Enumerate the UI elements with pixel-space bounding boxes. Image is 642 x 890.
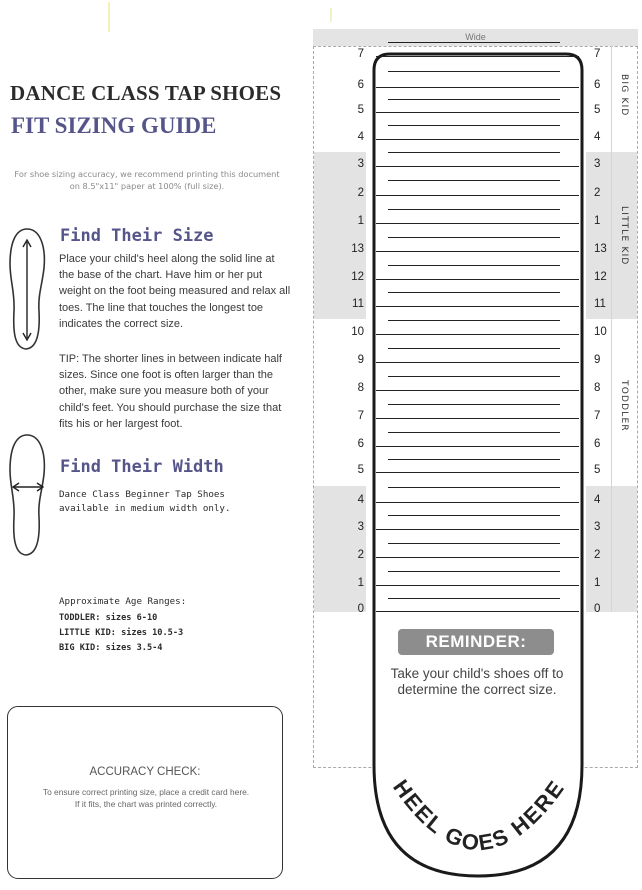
size-line	[376, 306, 579, 307]
size-number-right: 7	[594, 410, 601, 422]
foot-width-icon	[4, 432, 50, 558]
size-number-right: 2	[594, 187, 601, 199]
reminder-badge: REMINDER:	[398, 629, 554, 655]
size-number-right: 5	[594, 104, 601, 116]
size-line	[376, 362, 579, 363]
size-number-left: 12	[351, 271, 364, 283]
shoe-outline	[358, 40, 598, 890]
half-size-line	[388, 99, 560, 100]
find-width-heading: Find Their Width	[60, 457, 224, 477]
size-line	[376, 585, 579, 586]
size-line	[376, 251, 579, 252]
size-number-right: 3	[594, 521, 601, 533]
size-number-left: 5	[357, 464, 364, 476]
half-size-line	[388, 71, 560, 72]
size-number-right: 10	[594, 326, 607, 338]
size-line	[376, 390, 579, 391]
size-line	[376, 529, 579, 530]
age-range-big-kid: BIG KID: sizes 3.5-4	[59, 643, 163, 653]
top-mark	[330, 8, 332, 22]
half-size-line	[388, 543, 560, 544]
size-number-right: 6	[594, 438, 601, 450]
size-number-right: 9	[594, 354, 601, 366]
size-line	[376, 446, 579, 447]
size-line	[376, 139, 579, 140]
size-number-left: 4	[357, 494, 364, 506]
size-number-right: 7	[594, 48, 601, 60]
half-size-line	[388, 265, 560, 266]
size-line	[376, 166, 579, 167]
age-range-toddler: TODDLER: sizes 6-10	[59, 613, 158, 623]
size-line	[376, 418, 579, 419]
size-line	[376, 334, 579, 335]
size-number-left: 13	[351, 243, 364, 255]
half-size-line	[388, 487, 560, 488]
page-title: DANCE CLASS TAP SHOES	[10, 81, 282, 105]
half-size-line	[388, 125, 560, 126]
size-number-right: 13	[594, 243, 607, 255]
size-line	[376, 87, 579, 88]
size-line	[376, 502, 579, 503]
size-number-right: 1	[594, 577, 601, 589]
size-tip-text: TIP: The shorter lines in between indicate half sizes. Since one foot is often larger than the other, make sure you measure both of your child's feet. You should purchase the size that fits his or her largest foot.	[59, 353, 282, 430]
size-number-left: 7	[357, 48, 364, 60]
half-size-line	[388, 598, 560, 599]
size-line	[376, 223, 579, 224]
group-label-big-kid: BIG KID	[619, 74, 629, 117]
size-number-left: 3	[357, 521, 364, 533]
find-size-text: Place your child's heel along the solid line at the base of the chart. Have him or her put weight on the foot being measured and relax all toes. The line that touches the longest toe indicates the correct size.	[59, 253, 291, 330]
find-width-text: Dance Class Beginner Tap Shoes available in medium width only.	[59, 489, 231, 514]
size-number-right: 5	[594, 464, 601, 476]
half-size-line	[388, 376, 560, 377]
age-range-little-kid: LITTLE KID: sizes 10.5-3	[59, 628, 184, 638]
size-number-right: 2	[594, 549, 601, 561]
size-number-left: 8	[357, 382, 364, 394]
size-number-right: 4	[594, 131, 601, 143]
reminder-text: Take your child's shoes off to determine the correct size.	[390, 666, 564, 697]
size-number-left: 7	[357, 410, 364, 422]
size-number-left: 10	[351, 326, 364, 338]
size-number-left: 6	[357, 438, 364, 450]
half-size-line	[388, 404, 560, 405]
half-size-line	[388, 515, 560, 516]
heel-text: HEEL GOES HERE	[388, 774, 570, 856]
size-line	[376, 472, 579, 473]
size-line	[376, 195, 579, 196]
size-number-right: 8	[594, 382, 601, 394]
size-number-right: 4	[594, 494, 601, 506]
width-label: Wide	[313, 29, 638, 46]
half-size-line	[388, 432, 560, 433]
size-number-left: 11	[352, 298, 364, 310]
size-number-left: 4	[357, 131, 364, 143]
half-size-line	[388, 152, 560, 153]
size-number-left: 2	[357, 187, 364, 199]
find-size-heading: Find Their Size	[60, 226, 214, 246]
size-number-right: 3	[594, 158, 601, 170]
top-mark	[108, 2, 110, 32]
half-size-line	[388, 292, 560, 293]
half-size-line	[388, 237, 560, 238]
size-number-right: 0	[594, 603, 601, 615]
group-label-toddler: TODDLER	[619, 380, 629, 432]
size-number-left: 2	[357, 549, 364, 561]
size-number-right: 6	[594, 79, 601, 91]
group-label-little-kid: LITTLE KID	[619, 206, 629, 266]
accuracy-text: To ensure correct printing size, place a credit card here. If it fits, the chart was printed correctly.	[42, 787, 250, 809]
size-number-left: 3	[357, 158, 364, 170]
half-size-line	[388, 459, 560, 460]
size-number-left: 1	[357, 215, 364, 227]
size-number-left: 5	[357, 104, 364, 116]
half-size-line	[388, 320, 560, 321]
accuracy-title: ACCURACY CHECK:	[89, 766, 201, 778]
size-number-right: 11	[594, 298, 606, 310]
size-number-left: 1	[357, 577, 364, 589]
size-number-left: 0	[357, 603, 364, 615]
print-note: For shoe sizing accuracy, we recommend printing this document on 8.5"x11" paper at 100% (full size).	[14, 169, 280, 191]
half-size-line	[388, 180, 560, 181]
half-size-line	[388, 42, 560, 43]
size-line	[376, 56, 579, 57]
size-number-right: 1	[594, 215, 601, 227]
size-line	[376, 611, 579, 612]
size-line	[376, 279, 579, 280]
size-number-left: 9	[357, 354, 364, 366]
size-line	[376, 557, 579, 558]
age-ranges-title: Approximate Age Ranges:	[59, 596, 187, 607]
size-number-left: 6	[357, 79, 364, 91]
foot-length-icon	[4, 226, 50, 352]
half-size-line	[388, 209, 560, 210]
size-number-right: 12	[594, 271, 607, 283]
page-subtitle: FIT SIZING GUIDE	[11, 113, 217, 138]
half-size-line	[388, 571, 560, 572]
half-size-line	[388, 348, 560, 349]
size-line	[376, 112, 579, 113]
